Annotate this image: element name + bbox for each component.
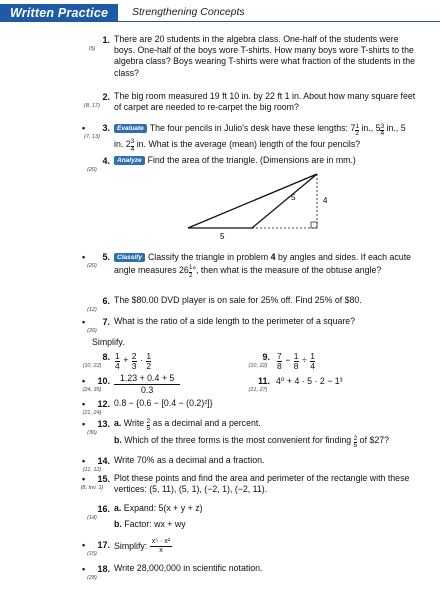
triangle-figure	[0, 170, 440, 250]
problem-number: 8.	[102, 352, 110, 362]
lesson-ref: (12)	[87, 307, 97, 313]
fraction: $\frac{1}{4}$	[310, 351, 315, 371]
problem-number: 4.	[102, 156, 110, 166]
fraction: $\frac{3}{4}$	[380, 122, 385, 137]
fraction: $\frac{1}{2}$	[355, 122, 359, 137]
fraction: $\frac{2}{5}$	[146, 417, 151, 432]
star-icon: •	[82, 399, 86, 409]
problem-number: 11.	[257, 376, 270, 386]
section-header	[0, 0, 440, 22]
problem-text: The big room measured 19 ft 10 in. by 22 ft 1 in. About how many square feet of carpet are needed to re-carpet the big room?	[114, 91, 416, 113]
lesson-ref: (14)	[87, 515, 97, 521]
header-rule	[118, 21, 440, 22]
side-label: 5	[291, 193, 296, 202]
simplify-heading: Simplify.	[92, 337, 125, 347]
fraction: $\frac{1}{4}$	[115, 351, 120, 371]
star-icon: •	[82, 123, 86, 133]
lesson-ref: (11, 12)	[82, 467, 102, 473]
lesson-ref: (21, 27)	[248, 387, 268, 393]
problem-number: 9.	[262, 352, 270, 362]
lesson-ref: (20)	[87, 328, 97, 334]
lesson-ref: (8, 17)	[84, 103, 100, 109]
problem-part-a: a. Write $\frac{2}{5}$ as a decimal and a percent.	[114, 417, 261, 432]
fraction: $\frac{1}{2}$	[188, 264, 193, 279]
fraction: $\frac{\text{x⁵ · x²}}{x}$	[151, 538, 171, 554]
classify-tag: Classify	[114, 253, 145, 262]
problem-expression: $\frac{1}{4}$ + $\frac{2}{3}$ · $\frac{1}{2}$	[115, 351, 152, 371]
base-label: 5	[220, 232, 225, 241]
star-icon: •	[82, 564, 86, 574]
problem-part-b: b. Which of the three forms is the most convenient for finding $\frac{2}{5}$ of $27?	[114, 434, 390, 449]
problem-expression: Simplify: $\frac{\text{x⁵ · x²}}{x}$	[114, 538, 171, 554]
problem-text: Plot these points and find the area and perimeter of the rectangle with these vertices: (5, 11), (5, 1), (−2, 1), (−2, 11).	[114, 473, 410, 495]
problem-number: 16.	[97, 504, 110, 514]
fraction: $\frac{1}{2}$	[146, 351, 152, 371]
star-icon: •	[82, 456, 86, 466]
fraction: $\frac{1}{8}$	[293, 351, 299, 371]
problem-text: There are 20 students in the algebra class. One-half of the students were boys. One-half of the boys wore T-shirts. How many boys wore T-shirts to the algebra class? Boys wearing T-shirts were what fraction of the students in the class?	[114, 34, 416, 78]
star-icon: •	[82, 317, 86, 327]
star-icon: •	[82, 376, 86, 386]
lesson-ref: (10, 22)	[248, 363, 268, 369]
problem-number: 17.	[97, 540, 110, 550]
problem-number: 2.	[102, 92, 110, 102]
fraction: $\frac{2}{3}$	[131, 351, 137, 371]
lesson-ref: (24, 35)	[82, 387, 102, 393]
section-subtitle: Strengthening Concepts	[132, 6, 245, 18]
fraction: $\frac{7}{8}$	[277, 351, 282, 371]
star-icon: •	[82, 540, 86, 550]
problem-text: Write 70% as a decimal and a fraction.	[114, 455, 265, 465]
problem-number: 7.	[102, 317, 110, 327]
section-title: Written Practice	[0, 4, 118, 22]
lesson-ref: (28)	[87, 575, 97, 581]
problem-number: 14.	[97, 456, 110, 466]
problem-text: What is the ratio of a side length to the perimeter of a square?	[114, 316, 356, 326]
problem-number: 5.	[102, 252, 110, 262]
triangle-shape	[188, 174, 317, 228]
lesson-ref: (5)	[88, 46, 96, 52]
lesson-ref: (15)	[87, 551, 97, 557]
star-icon: •	[82, 474, 86, 484]
problem-text: Classify Classify the triangle in problem 4 by angles and sides. If each acute angle measures 26 $\frac{1}{2}$ °, then what is the measure of the obtuse angle?	[114, 252, 412, 279]
evaluate-tag: Evaluate	[114, 124, 147, 133]
height-label: 4	[323, 196, 328, 205]
problem-number: 3.	[102, 123, 110, 133]
fraction: $\frac{2}{5}$	[353, 434, 358, 449]
right-angle-mark	[311, 222, 317, 228]
problem-number: 18.	[97, 564, 110, 574]
problem-number: 15.	[97, 474, 110, 484]
lesson-ref: (8, Inv. 1)	[80, 485, 104, 491]
problem-expression: $\frac{7}{8}$ − $\frac{1}{8}$ ÷ $\frac{1}{4}$	[277, 351, 315, 371]
lesson-ref: (30)	[87, 430, 97, 436]
analyze-tag: Analyze	[114, 156, 145, 165]
problem-number: 1.	[102, 35, 110, 45]
problem-expression: 4⁰ + 4 · 5 · 2 − 1³	[276, 376, 343, 386]
problem-number: 12.	[97, 399, 110, 409]
problem-text: Write 28,000,000 in scientific notation.	[114, 563, 263, 573]
lesson-ref: (7, 13)	[84, 134, 100, 140]
problem-text: The $80.00 DVD player is on sale for 25% off. Find 25% of $80.	[114, 295, 362, 305]
lesson-ref: (20)	[87, 263, 97, 269]
problem-number: 10.	[97, 376, 110, 386]
problem-expression: 0.8 − {0.6 − [0.4 − (0.2)²]}	[114, 398, 213, 408]
fraction: $\frac{1.23 + 0.4 + 5}{0.3}$	[114, 373, 180, 396]
lesson-ref: (10, 22)	[82, 363, 102, 369]
lesson-ref: (20)	[87, 167, 97, 173]
lesson-ref: (21, 24)	[82, 410, 102, 416]
problem-text: Analyze Find the area of the triangle. (Dimensions are in mm.)	[114, 155, 416, 166]
problem-number: 13.	[97, 419, 110, 429]
fraction: $\frac{3}{4}$	[130, 138, 135, 153]
star-icon: •	[82, 419, 86, 429]
star-icon: •	[82, 252, 86, 262]
problem-text: Evaluate The four pencils in Julio's desk have these lengths: 7 $\frac{1}{2}$ in., 5 $\frac{3}{4}$ in., 5 in. 2 $\frac{3}{4}$ in. What is the average (mean) length of the four pencils?	[114, 122, 406, 153]
problem-part-b: b. Factor: wx + wy	[114, 519, 186, 529]
problem-part-a: a. Expand: 5(x + y + z)	[114, 503, 203, 513]
problem-number: 6.	[102, 296, 110, 306]
